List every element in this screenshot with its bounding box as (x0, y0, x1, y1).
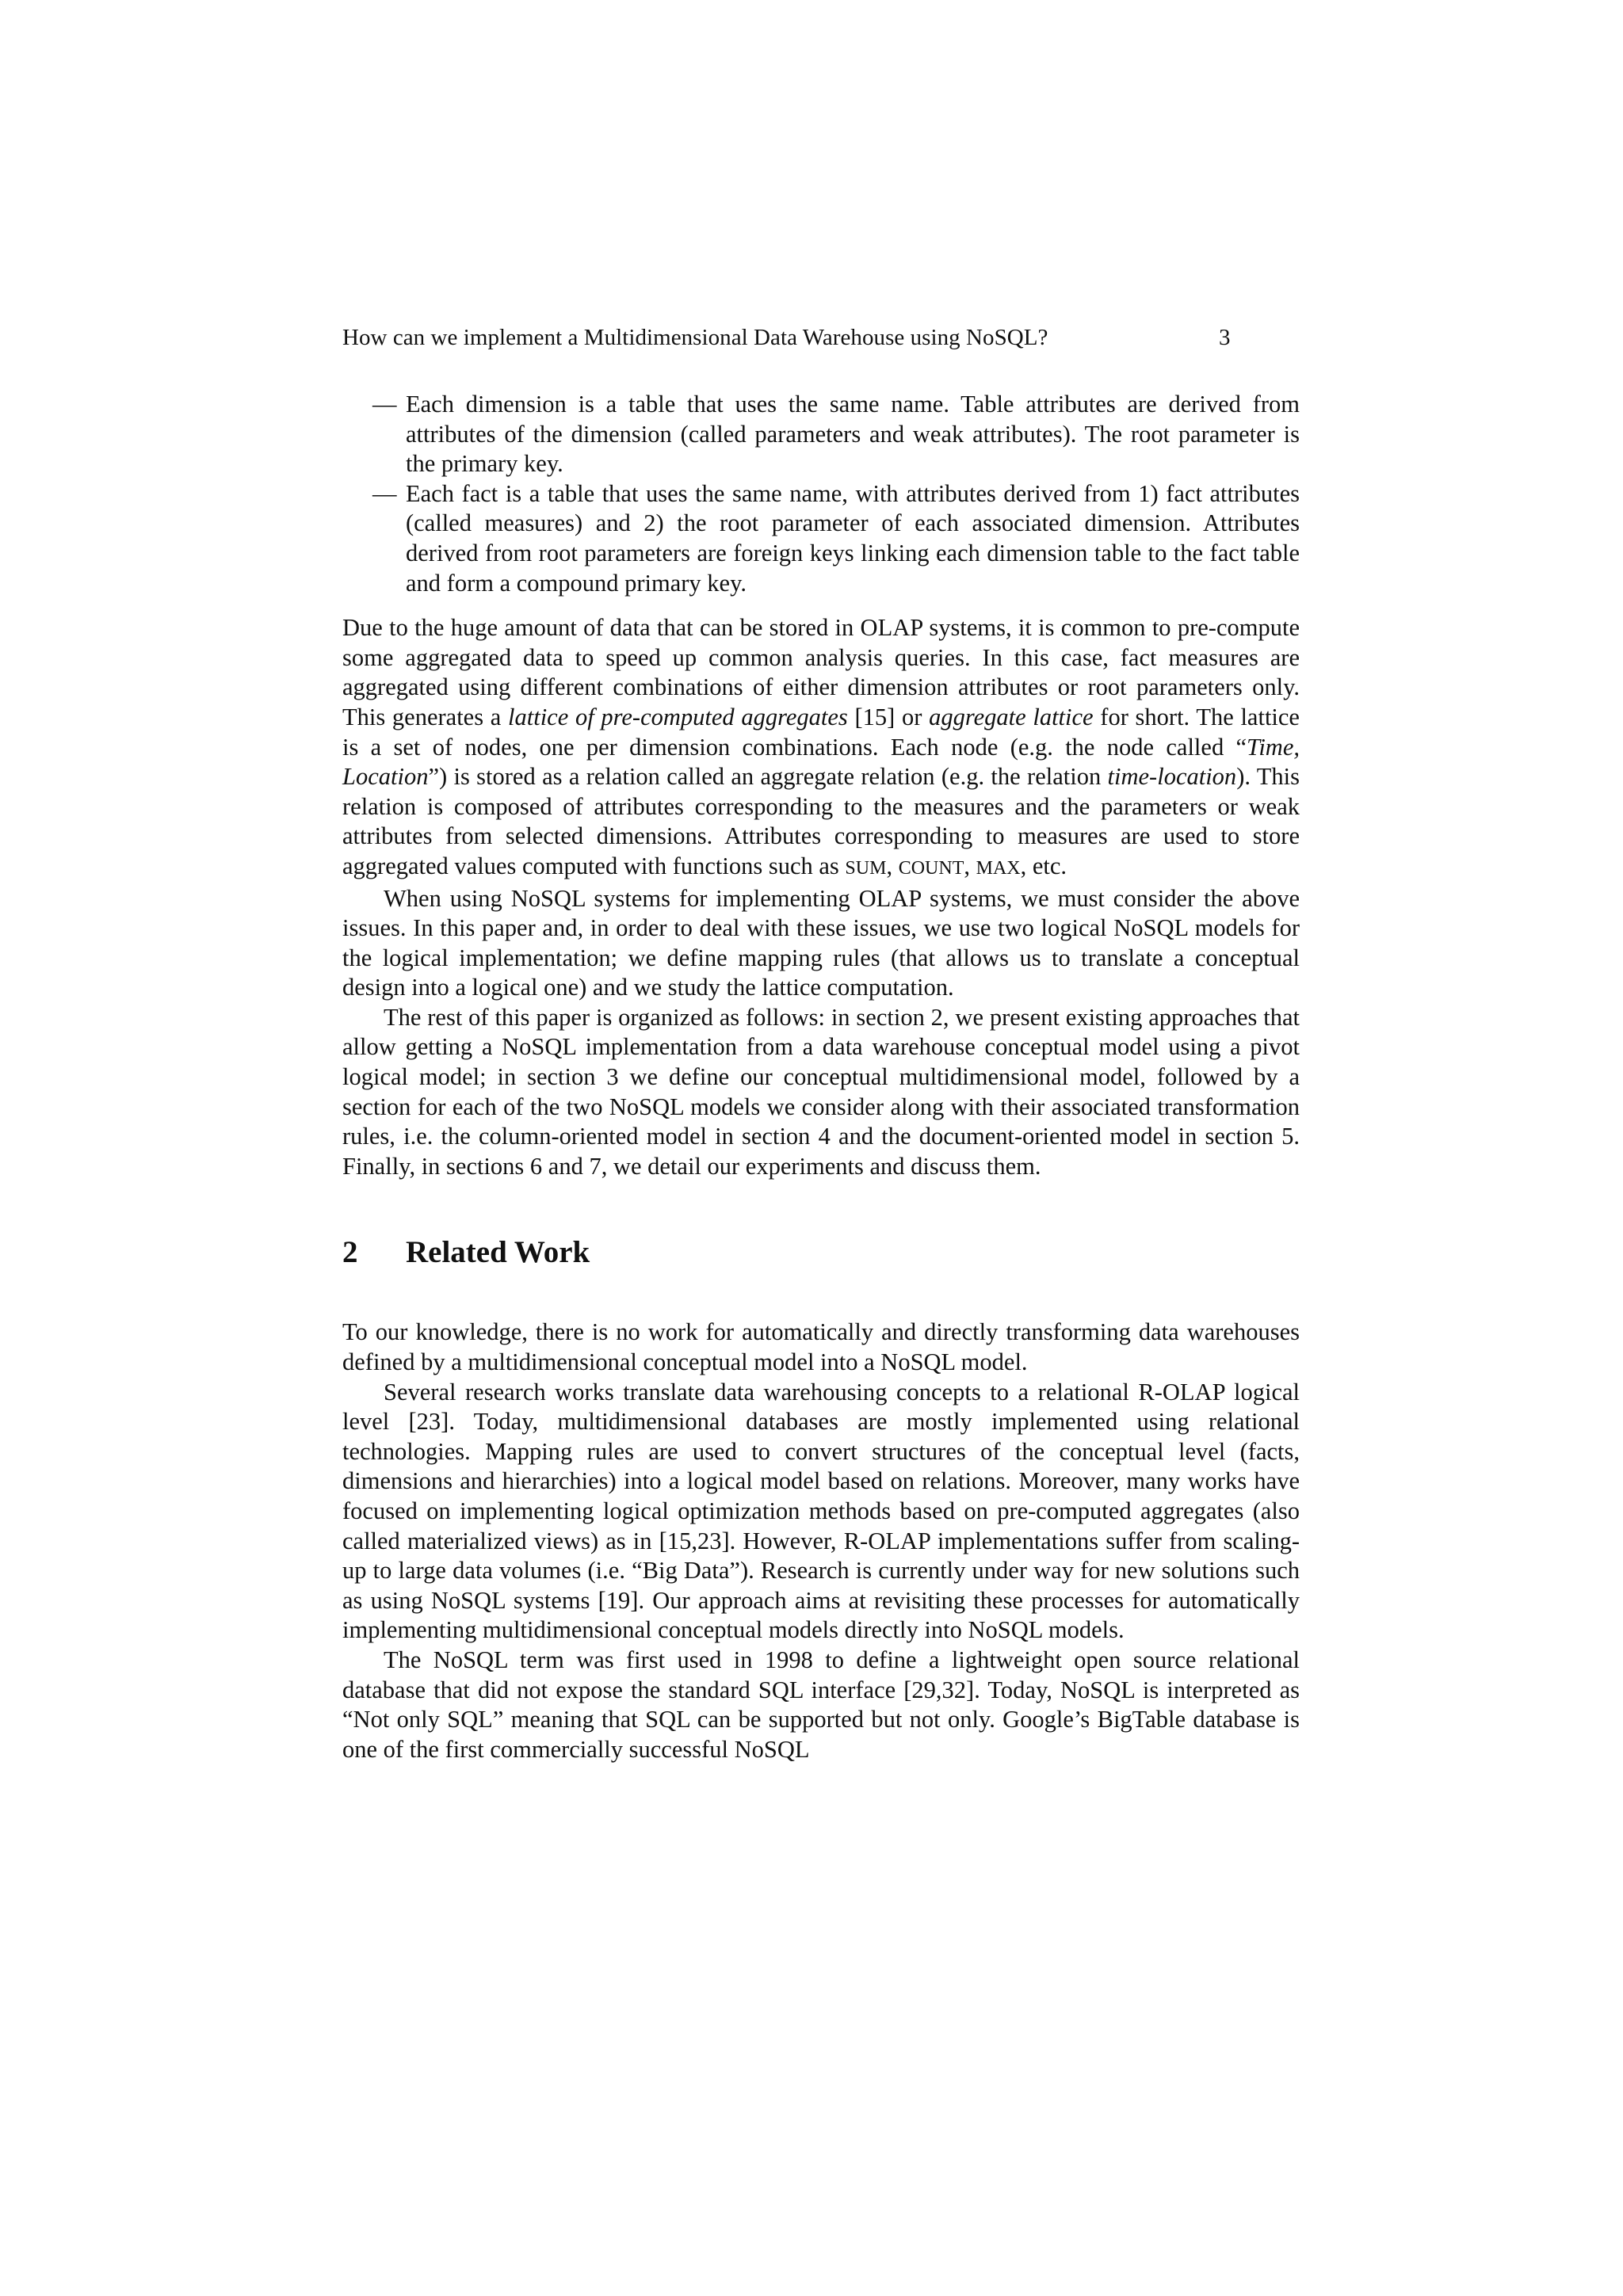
text-run: for short. The lattice is a set of nodes, one per dimension combinations. Each node (e.g. the node called “ (342, 703, 1300, 761)
text-run: ”) is stored as a relation called an aggregate relation (e.g. the relation (428, 763, 1108, 791)
paragraph-knowledge: To our knowledge, there is no work for automatically and directly transforming data warehouses defined by a multidimensional conceptual model into a NoSQL model. (342, 1318, 1300, 1376)
emphasis-aggregate-lattice: aggregate lattice (929, 703, 1094, 730)
paper-page (342, 320, 1300, 1764)
bullet-item-fact (342, 479, 1300, 598)
paragraph-research-works: Several research works translate data warehousing concepts to a relational R-OLAP logical level [23]. Today, multidimensional databases are mostly implemented using relational technologies. Mapping rules are used to convert structures of the conceptual level (facts, dimensions and hierarchies) into a logical model based on relations. Moreover, many works have focused on implementing logical optimization methods based on pre-computed aggregates (also called materialized views) as in [15,23]. However, R-OLAP implementations suffer from scaling-up to large data volumes (i.e. “Big Data”). Research is currently under way for new solutions such as using NoSQL systems [19]. Our approach aims at revisiting these processes for automatically implementing multidimensional conceptual models directly into NoSQL models. (342, 1378, 1300, 1644)
dash-marker: — (372, 391, 397, 418)
dash-marker: — (372, 479, 397, 507)
section-title: Related Work (406, 1235, 590, 1270)
text-run: , (886, 852, 899, 879)
paragraph-nosql-olap: When using NoSQL systems for implementing OLAP systems, we must consider the above issues. In this paper and, in order to deal with these issues, we use two logical NoSQL models for the logical implementation; we define mapping rules (that allows us to translate a conceptual design into a logical one) and we study the lattice computation. (342, 884, 1300, 1001)
function-count: COUNT (898, 857, 964, 879)
bullet-text: Each fact is a table that uses the same name, with attributes derived from 1) fact attributes (called measures) and 2) the root parameter of each associated dimension. Attributes derived from root parameters are foreign keys linking each dimension table to the fact table and form a compound primary key. (406, 479, 1300, 597)
text-run: , (964, 852, 976, 879)
paragraph-organization: The rest of this paper is organized as follows: in section 2, we present existing approaches that allow getting a NoSQL implementation from a data warehouse conceptual model using a pivot logical model; in section 3 we define our conceptual multidimensional model, followed by a section for each of the two NoSQL models we consider along with their associated transformation rules, i.e. the column-oriented model in section 4 and the document-oriented model in section 5. Finally, in sections 6 and 7, we detail our experiments and discuss them. (342, 1003, 1300, 1180)
emphasis-time-location: Time, Location (342, 733, 1300, 791)
bullet-list (342, 390, 1300, 598)
paragraph-nosql-term: The NoSQL term was first used in 1998 to define a lightweight open source relational database that did not expose the standard SQL interface [29,32]. Today, NoSQL is interpreted as “Not only SQL” meaning that SQL can be supported but not only. Google’s BigTable database is one of the first commercially successful NoSQL (342, 1646, 1300, 1763)
text-run: [15] or (847, 703, 930, 730)
section-heading (342, 1234, 1300, 1272)
page-number: 3 (1219, 325, 1231, 350)
text-run: , etc. (1020, 852, 1067, 879)
function-sum: SUM (845, 857, 887, 879)
bullet-text: Each dimension is a table that uses the same name. Table attributes are derived from attributes of the dimension (called parameters and weak attributes). The root parameter is the primary key. (406, 391, 1300, 478)
emphasis-lattice: lattice of pre-computed aggregates (508, 703, 848, 730)
function-max: MAX (976, 857, 1021, 879)
running-head-title: How can we implement a Multidimensional Data Warehouse using NoSQL? (342, 325, 1048, 350)
text-run: Due to the huge amount of data that can be stored in OLAP systems, it is common to pre-compute some aggregated data to speed up common analysis queries. In this case, fact measures are aggregated using different combinations of either dimension attributes or root parameters only. This generates a (342, 614, 1300, 730)
body-text (342, 390, 1300, 1764)
emphasis-time-location-relation: time-location (1107, 763, 1237, 791)
paragraph-aggregates (342, 613, 1300, 883)
running-head (342, 320, 1300, 355)
bullet-item-dimension (342, 390, 1300, 479)
section-number: 2 (342, 1235, 358, 1270)
text-run: ). This relation is composed of attributes corresponding to the measures and the parameters or weak attributes from selected dimensions. Attributes corresponding to measures are used to store aggregated values computed with functions such as (342, 763, 1300, 879)
